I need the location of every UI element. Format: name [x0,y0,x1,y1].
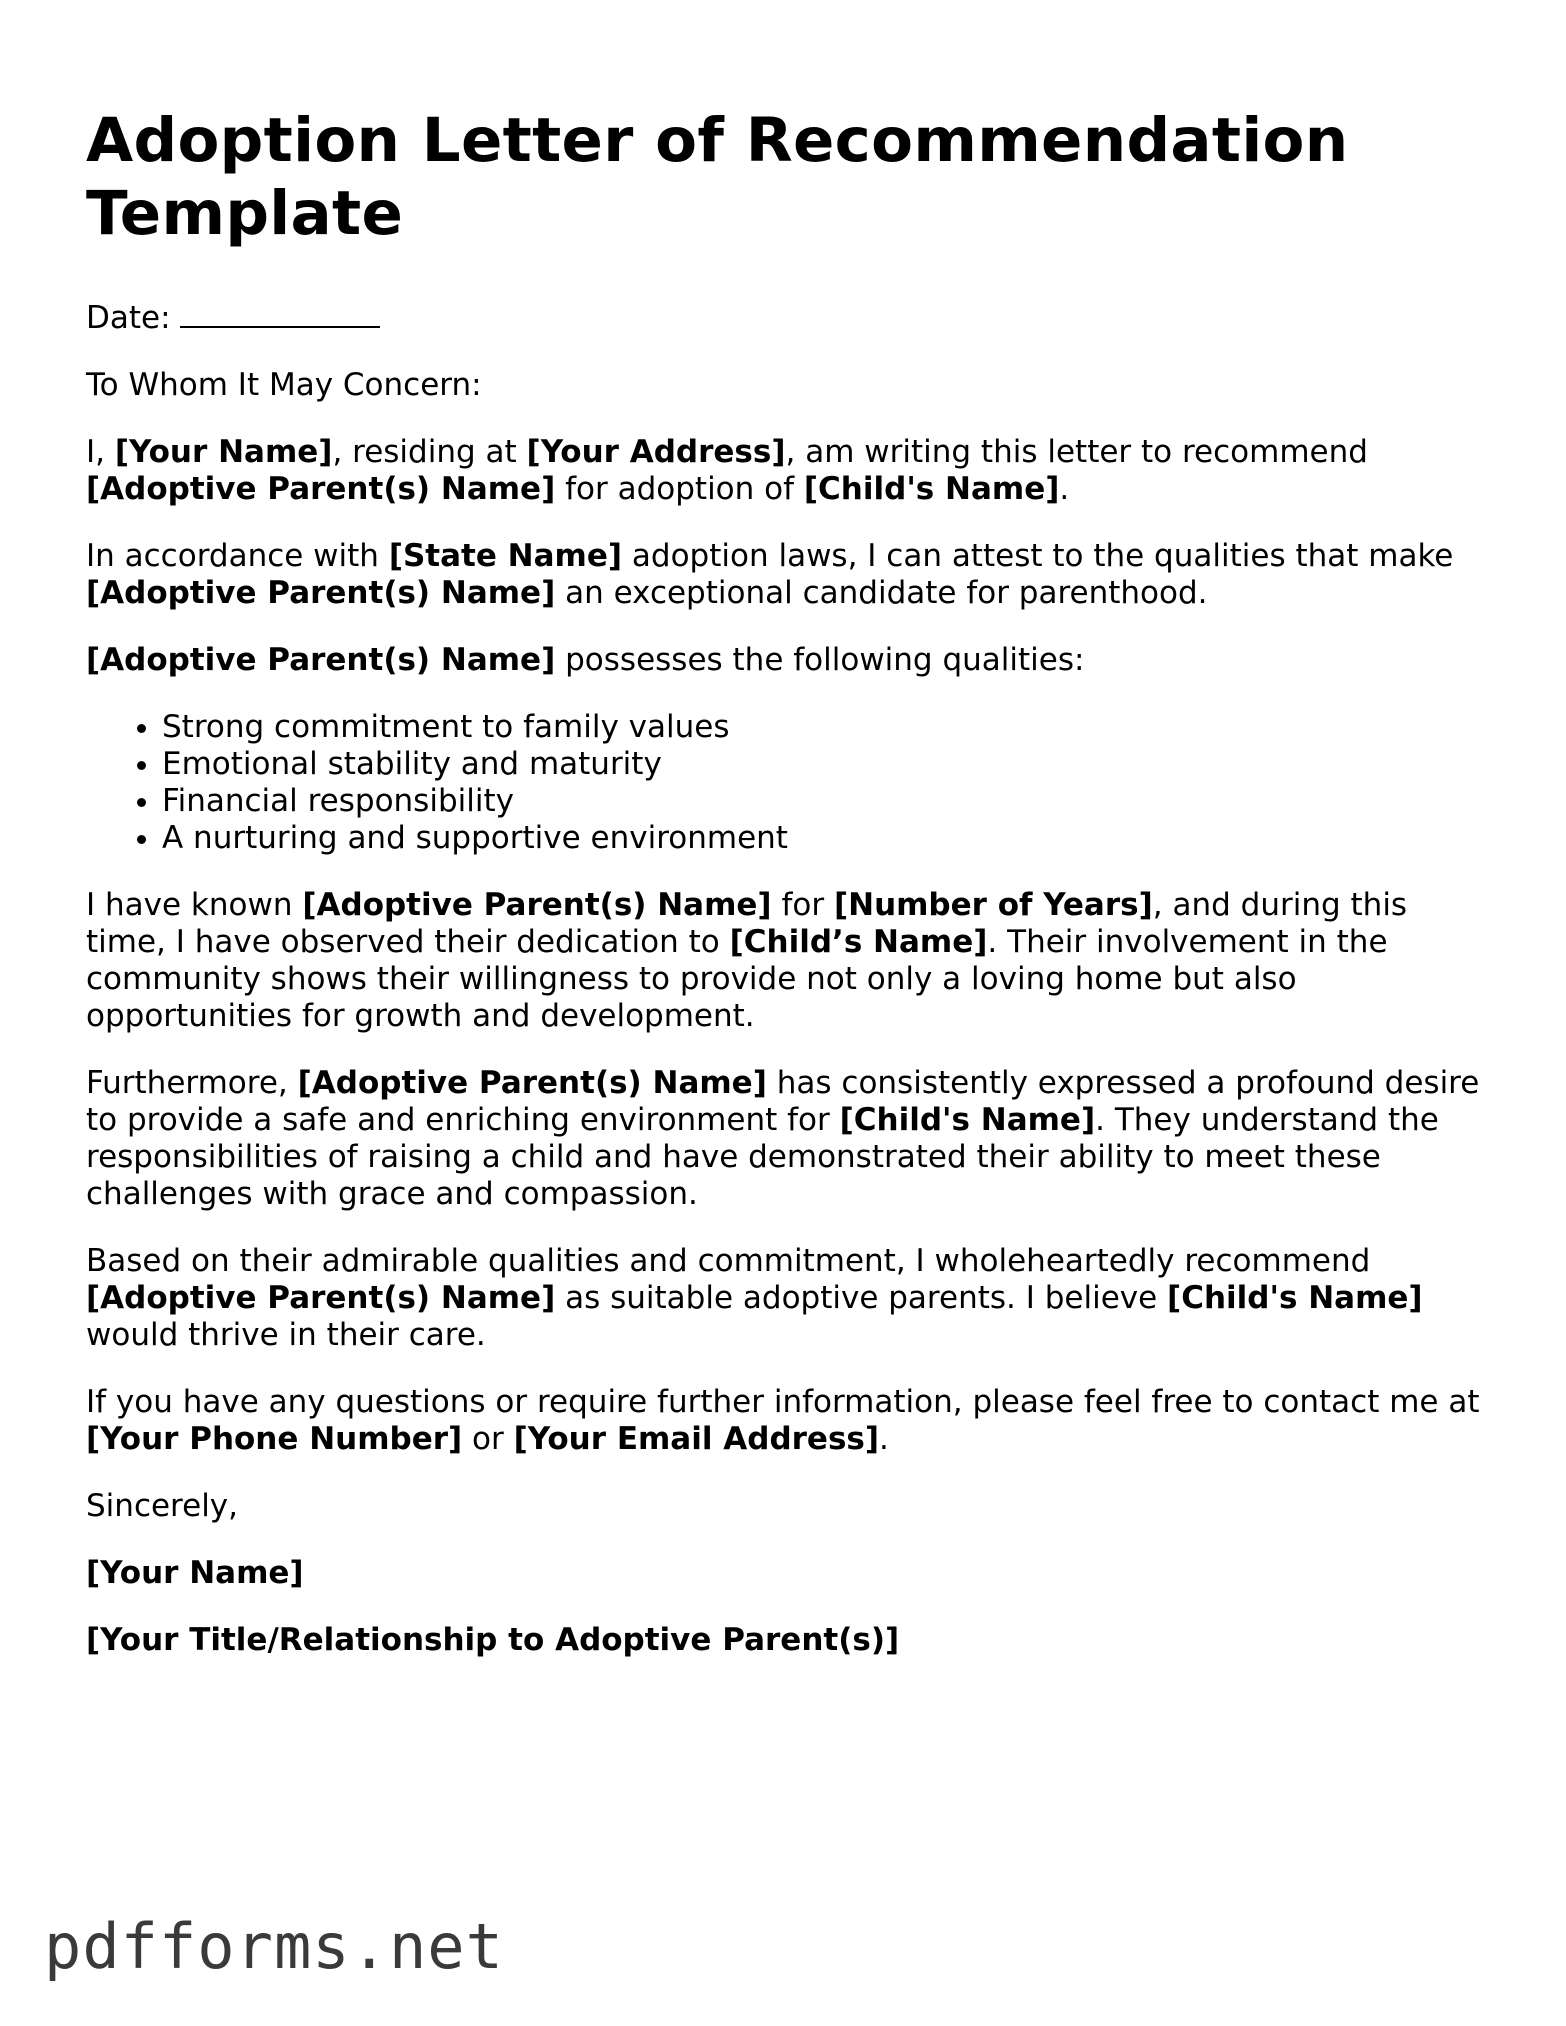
text-run: would thrive in their care. [86,1317,486,1353]
placeholder-email-address: [Your Email Address] [513,1421,880,1457]
salutation: To Whom It May Concern: [86,367,482,403]
placeholder-number-of-years: [Number of Years] [833,887,1153,923]
text-run: an exceptional candidate for parenthood. [555,575,1208,611]
text-run: , and during this time, I have observed their dedication to [86,887,1408,960]
state-law-paragraph [86,538,1486,612]
text-run: adoption laws, I can attest to the qualities that make [622,538,1454,574]
date-blank-field[interactable] [180,298,380,328]
signature-title [86,1622,1486,1659]
text-run: I, [86,434,115,470]
placeholder-adoptive-parent-name: [Adoptive Parent(s) Name] [86,1280,556,1316]
text-run: , am writing this letter to recommend [785,434,1368,470]
letter-document [86,104,1486,1659]
placeholder-state-name: [State Name] [388,538,623,574]
placeholder-adoptive-parent-name: [Adoptive Parent(s) Name] [302,887,772,923]
contact-paragraph [86,1384,1486,1458]
placeholder-child-name: [Child's Name] [1167,1280,1423,1316]
text-run: as suitable adoptive parents. I believe [555,1280,1168,1316]
text-run: . They understand the responsibilities of raising a child and have demonstrated their ability to meet these challenges with grace and compassion. [86,1102,1439,1212]
placeholder-signature-title: [Your Title/Relationship to Adoptive Parent(s)] [86,1622,900,1658]
date-label: Date: [86,300,171,336]
signature-name [86,1555,1486,1592]
placeholder-adoptive-parent-name: [Adoptive Parent(s) Name] [297,1065,767,1101]
date-line [86,298,1486,337]
text-run: . [1059,471,1070,507]
placeholder-child-name: [Child's Name] [839,1102,1096,1138]
text-run: I have known [86,887,303,923]
placeholder-child-name: [Child’s Name] [729,924,988,960]
text-run: for [771,887,834,923]
closing: Sincerely, [86,1488,239,1524]
list-item: • Financial responsibility [162,783,1486,820]
watermark-logo: pdfforms.net [44,1910,504,1983]
placeholder-your-address: [Your Address] [526,434,786,470]
list-item: • Emotional stability and maturity [162,746,1486,783]
qualities-list [86,709,1486,857]
placeholder-your-name: [Your Name] [114,434,333,470]
known-duration-paragraph [86,887,1486,1035]
page-title: Adoption Letter of Recommendation Template [86,105,1349,249]
text-run: , residing at [332,434,527,470]
furthermore-paragraph [86,1065,1486,1213]
list-item: • A nurturing and supportive environment [162,820,1486,857]
text-run: or [462,1421,514,1457]
text-run: If you have any questions or require further information, please feel free to contact me at [86,1384,1480,1420]
qualities-intro [86,642,1486,679]
text-run: has consistently expressed a profound desire to provide a safe and enriching environment for [86,1065,1480,1138]
text-run: . Their involvement in the community shows their willingness to provide not only a loving home but also opportunities for growth and development. [86,924,1388,1034]
placeholder-signature-name: [Your Name] [86,1555,304,1591]
text-run: Furthermore, [86,1065,298,1101]
placeholder-child-name: [Child's Name] [803,471,1060,507]
text-run: possesses the following qualities: [555,642,1085,678]
text-run: In accordance with [86,538,389,574]
list-item: • Strong commitment to family values [162,709,1486,746]
text-run: Based on their admirable qualities and commitment, I wholeheartedly recommend [86,1243,1371,1279]
placeholder-adoptive-parent-name: [Adoptive Parent(s) Name] [86,471,556,507]
text-run: for adoption of [555,471,804,507]
placeholder-adoptive-parent-name: [Adoptive Parent(s) Name] [86,642,556,678]
intro-paragraph [86,434,1486,508]
placeholder-adoptive-parent-name: [Adoptive Parent(s) Name] [86,575,556,611]
placeholder-phone-number: [Your Phone Number] [86,1421,463,1457]
recommendation-paragraph [86,1243,1486,1354]
text-run: . [879,1421,889,1457]
